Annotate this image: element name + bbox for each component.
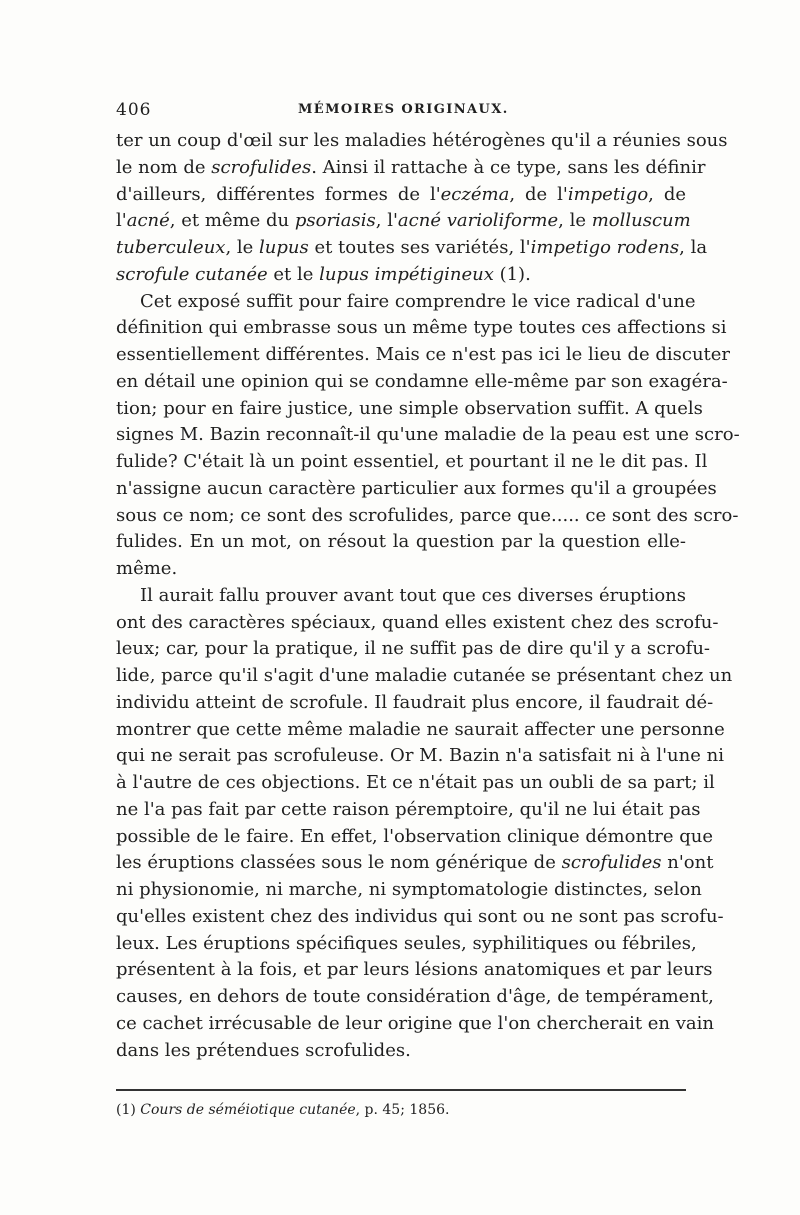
text-line: Il aurait fallu prouver avant tout que ces diverses éruptions (140, 584, 686, 606)
text-line: définition qui embrasse sous un même type toutes ces affections si (116, 317, 727, 339)
text-line: dans les prétendues scrofulides. (116, 1039, 411, 1061)
text-line: ce cachet irrécusable de leur origine que l'on chercherait en vain (116, 1012, 714, 1034)
text-line: possible de le faire. En effet, l'observation clinique démontre que (116, 825, 714, 847)
text-line: ter un coup d'œil sur les maladies hétérogènes qu'il a réunies sous (116, 130, 728, 151)
running-head: MÉMOIRES ORIGINAUX. (298, 102, 509, 117)
italic-term: tuberculeux (116, 237, 226, 258)
text-line: signes M. Bazin reconnaît-il qu'une maladie de la peau est une scro- (116, 424, 740, 446)
text-line: présentent à la fois, et par leurs lésions anatomiques et par leurs (116, 959, 713, 981)
italic-term: impetigo (567, 183, 649, 205)
text-line: ne l'a pas fait par cette raison péremptoire, qu'il ne lui était pas (116, 798, 701, 820)
text-line: le nom de scrofulides. Ainsi il rattache à ce type, sans les définir (116, 156, 706, 178)
text-line: les éruptions classées sous le nom générique de scrofulides n'ont (116, 852, 714, 874)
page-header (116, 100, 686, 124)
text-line: ni physionomie, ni marche, ni symptomatologie distinctes, selon (116, 879, 702, 900)
footnote (116, 1102, 449, 1118)
text-line: scrofule cutanée et le lupus impétigineux (1). (116, 263, 531, 285)
body-text (116, 128, 740, 1064)
text-line: ont des caractères spéciaux, quand elles existent chez des scrofu- (116, 611, 719, 633)
italic-term: scrofulides (561, 852, 662, 874)
text-line: leux; car, pour la pratique, il ne suffit pas de dire qu'il y a scrofu- (116, 638, 711, 660)
italic-term: acné (126, 210, 170, 232)
text-line: fulides. En un mot, on résout la question par la question elle- (116, 531, 686, 553)
footnote-marker: (1) (116, 1102, 141, 1118)
text-line: sous ce nom; ce sont des scrofulides, parce que..... ce sont des scro- (116, 504, 739, 526)
italic-term: impetigo rodens (530, 237, 680, 258)
italic-term: lupus impétigineux (319, 263, 494, 285)
italic-term: scrofulides (211, 156, 312, 178)
text-line: même. (116, 558, 178, 579)
text-line: fulide? C'était là un point essentiel, et pourtant il ne le dit pas. Il (116, 451, 708, 472)
italic-term: lupus (259, 237, 309, 258)
italic-term: scrofule cutanée (116, 263, 268, 285)
page-number: 406 (116, 100, 152, 120)
text-line: qui ne serait pas scrofuleuse. Or M. Bazin n'a satisfait ni à l'une ni (116, 745, 724, 767)
text-line: n'assigne aucun caractère particulier aux formes qu'il a groupées (116, 477, 717, 499)
text-line: Cet exposé suffit pour faire comprendre le vice radical d'une (140, 290, 696, 312)
text-line: essentiellement différentes. Mais ce n'est pas ici le lieu de discuter (116, 344, 731, 365)
footnote-rule (116, 1089, 686, 1091)
text-line: d'ailleurs, différentes formes de l'eczéma, de l'impetigo, de (116, 183, 687, 205)
text-line: l'acné, et même du psoriasis, l'acné varioliforme, le molluscum (116, 210, 691, 232)
text-line: leux. Les éruptions spécifiques seules, syphilitiques ou fébriles, (116, 932, 697, 954)
text-line: qu'elles existent chez des individus qui sont ou ne sont pas scrofu- (116, 905, 724, 927)
italic-term: psoriasis (294, 210, 376, 232)
text-line: individu atteint de scrofule. Il faudrait plus encore, il faudrait dé- (116, 691, 714, 713)
footnote-title: Cours de séméiotique cutanée (140, 1102, 356, 1118)
italic-term: acné varioliforme (397, 210, 559, 232)
text-line: tuberculeux, le lupus et toutes ses variétés, l'impetigo rodens, la (116, 237, 708, 258)
italic-term: eczéma (440, 183, 510, 205)
footnote-details: , p. 45; 1856. (355, 1102, 450, 1118)
text-line: montrer que cette même maladie ne saurait affecter une personne (116, 718, 725, 740)
text-line: à l'autre de ces objections. Et ce n'était pas un oubli de sa part; il (116, 772, 715, 793)
italic-term: molluscum (591, 210, 691, 232)
text-line: lide, parce qu'il s'agit d'une maladie cutanée se présentant chez un (116, 665, 733, 686)
text-line: causes, en dehors de toute considération d'âge, de tempérament, (116, 986, 714, 1007)
text-line: en détail une opinion qui se condamne elle-même par son exagéra- (116, 370, 728, 392)
text-line: tion; pour en faire justice, une simple observation suffit. A quels (116, 397, 703, 419)
